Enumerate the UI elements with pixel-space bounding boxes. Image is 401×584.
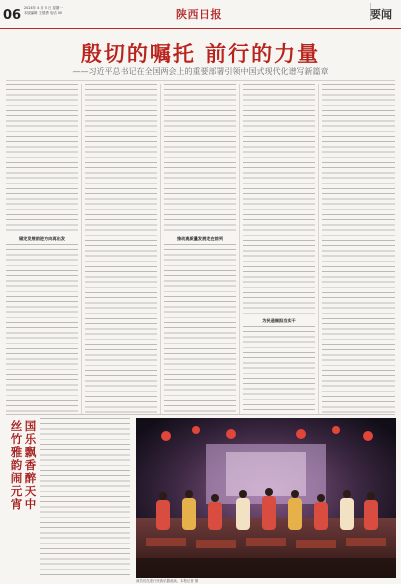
body-text-lines [6, 84, 78, 234]
text-column-4 [243, 84, 315, 414]
body-text-lines [243, 84, 315, 316]
column-divider [160, 84, 161, 414]
subheading-2: 推动高质量发展走在前列 [164, 234, 236, 244]
article-headline: 殷切的嘱托 前行的力量 [80, 41, 321, 66]
body-text-lines [85, 84, 157, 414]
feature-vertical-title [10, 420, 38, 580]
section-label: 要闻 [370, 8, 392, 21]
body-text-lines [322, 84, 395, 414]
feature-text-column [40, 418, 130, 578]
text-column-5 [322, 84, 395, 414]
feature-title-right: 国乐飘香醉天中 [24, 419, 37, 511]
performance-image [136, 418, 396, 578]
subheading-3: 为民造福担当实干 [243, 316, 315, 326]
text-column-2 [85, 84, 157, 414]
headline-rule [6, 80, 395, 81]
editor-line: 本版编辑 王德勇 电话 00 [24, 11, 63, 15]
body-text-lines [6, 244, 78, 414]
column-divider [81, 84, 82, 414]
issue-date: 2024年 4 月 5 日 星期一 [24, 6, 63, 10]
body-text-lines [164, 244, 236, 414]
subheading-1: 锚定发展前进方向再出发 [6, 234, 78, 244]
column-divider [239, 84, 240, 414]
body-text-lines [243, 326, 315, 414]
page-number: 06 [3, 8, 22, 23]
text-column-1 [6, 84, 78, 414]
concert-photo [136, 418, 396, 578]
body-text-lines [164, 84, 236, 234]
page-header [0, 0, 401, 29]
section-rule [6, 414, 395, 415]
text-column-3 [164, 84, 236, 414]
body-text-lines [40, 418, 130, 578]
photo-caption: 演员们在进行民族乐器表演。本报记者 摄 [136, 579, 199, 583]
feature-title-left: 丝竹雅韵闹元宵 [10, 419, 23, 511]
article-subhead: ——习近平总书记在全国两会上的重要部署引领中国式现代化谱写新篇章 [72, 67, 329, 76]
newspaper-name: 陕西日报 [176, 8, 222, 21]
column-divider [318, 84, 319, 414]
issue-meta [24, 6, 94, 16]
